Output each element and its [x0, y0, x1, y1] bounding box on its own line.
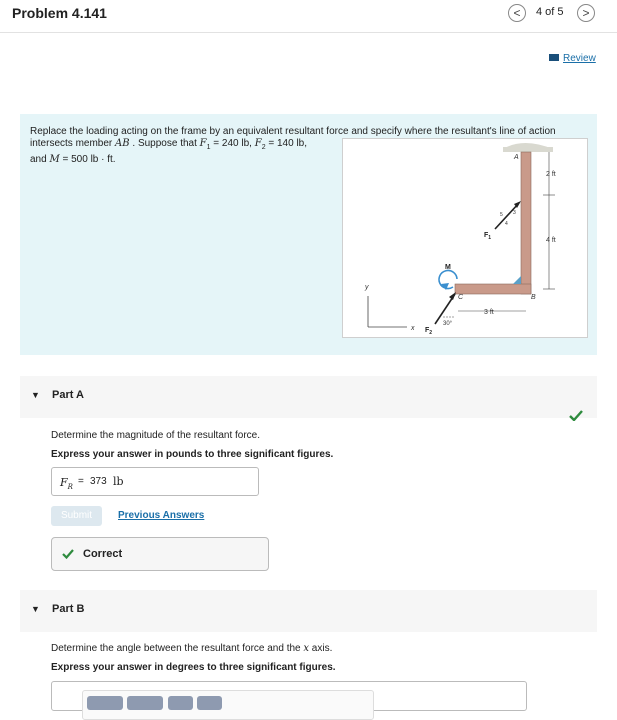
caret-down-icon: ▼	[31, 604, 40, 614]
answer-field[interactable]	[51, 467, 259, 496]
gusset-plate	[513, 276, 521, 284]
correct-label: Correct	[83, 548, 123, 560]
problem-title: Problem 4.141	[12, 5, 107, 21]
force-f2-head	[449, 292, 456, 300]
previous-answers-link[interactable]: Previous Answers	[118, 510, 205, 521]
label-a: A	[514, 154, 519, 161]
toolbar-button-templates[interactable]	[87, 696, 123, 710]
frame-figure	[342, 138, 588, 338]
answer-value: 373	[90, 476, 107, 487]
slope-3: 3	[513, 210, 516, 216]
submit-button[interactable]: Submit	[51, 506, 102, 526]
member-ab: AB	[115, 138, 130, 149]
label-m: M	[445, 264, 451, 271]
chevron-right-icon: >	[582, 6, 590, 20]
part-b-header[interactable]	[20, 590, 597, 632]
moment-arrow	[439, 271, 457, 289]
part-b-instruction: Express your answer in degrees to three significant figures.	[51, 662, 336, 673]
part-b-question: Determine the angle between the resultant force and the x axis.	[51, 643, 333, 654]
axis-y-label: y	[365, 284, 369, 291]
support-base	[503, 147, 553, 152]
label-c: C	[458, 294, 464, 301]
label-b: B	[531, 294, 536, 301]
check-icon	[62, 549, 74, 559]
math-toolbar	[82, 690, 374, 720]
part-b-title: Part B	[52, 603, 85, 615]
toolbar-button-symbols[interactable]	[127, 696, 163, 710]
next-problem-button[interactable]	[577, 4, 595, 22]
check-icon	[569, 410, 583, 421]
previous-problem-button[interactable]	[508, 4, 526, 22]
review-link[interactable]	[549, 53, 596, 64]
problem-pager: 4 of 5	[536, 6, 564, 18]
caret-down-icon: ▼	[31, 390, 40, 400]
frame-diagram	[343, 139, 587, 337]
label-f1: $F_1$	[484, 232, 492, 241]
correct-feedback	[51, 537, 269, 571]
book-icon	[549, 54, 559, 61]
dimension-3ft: 3 ft	[484, 309, 494, 316]
answer-equals: =	[78, 476, 84, 487]
vertical-member	[521, 152, 531, 294]
horizontal-member	[455, 284, 531, 294]
slope-4: 4	[505, 221, 508, 227]
answer-unit: lb	[113, 475, 124, 488]
answer-label: $F_R$	[60, 476, 73, 492]
toolbar-button-undo[interactable]	[168, 696, 193, 710]
part-a-instruction: Express your answer in pounds to three significant figures.	[51, 449, 334, 460]
part-a-title: Part A	[52, 389, 84, 401]
part-a-header[interactable]	[20, 376, 597, 418]
answer-editor[interactable]	[51, 681, 527, 711]
axis-x-label: x	[411, 325, 415, 332]
problem-statement: Replace the loading acting on the frame by an equivalent resultant force and specify where the resultant's line of action intersects member AB . Suppose that $F_1 = 240$ lb, $F_2 = 140$ lb, and M = 500 lb · ft.	[30, 126, 556, 165]
chevron-left-icon: <	[513, 6, 521, 20]
review-label: Review	[563, 53, 596, 64]
part-a-question: Determine the magnitude of the resultant force.	[51, 430, 261, 441]
label-f2: $F_2$	[425, 327, 433, 336]
dimension-2ft: 2 ft	[546, 171, 556, 178]
toolbar-button-redo[interactable]	[197, 696, 222, 710]
slope-5: 5	[500, 212, 503, 218]
dimension-4ft: 4 ft	[546, 237, 556, 244]
angle-30: 30°	[443, 321, 453, 327]
